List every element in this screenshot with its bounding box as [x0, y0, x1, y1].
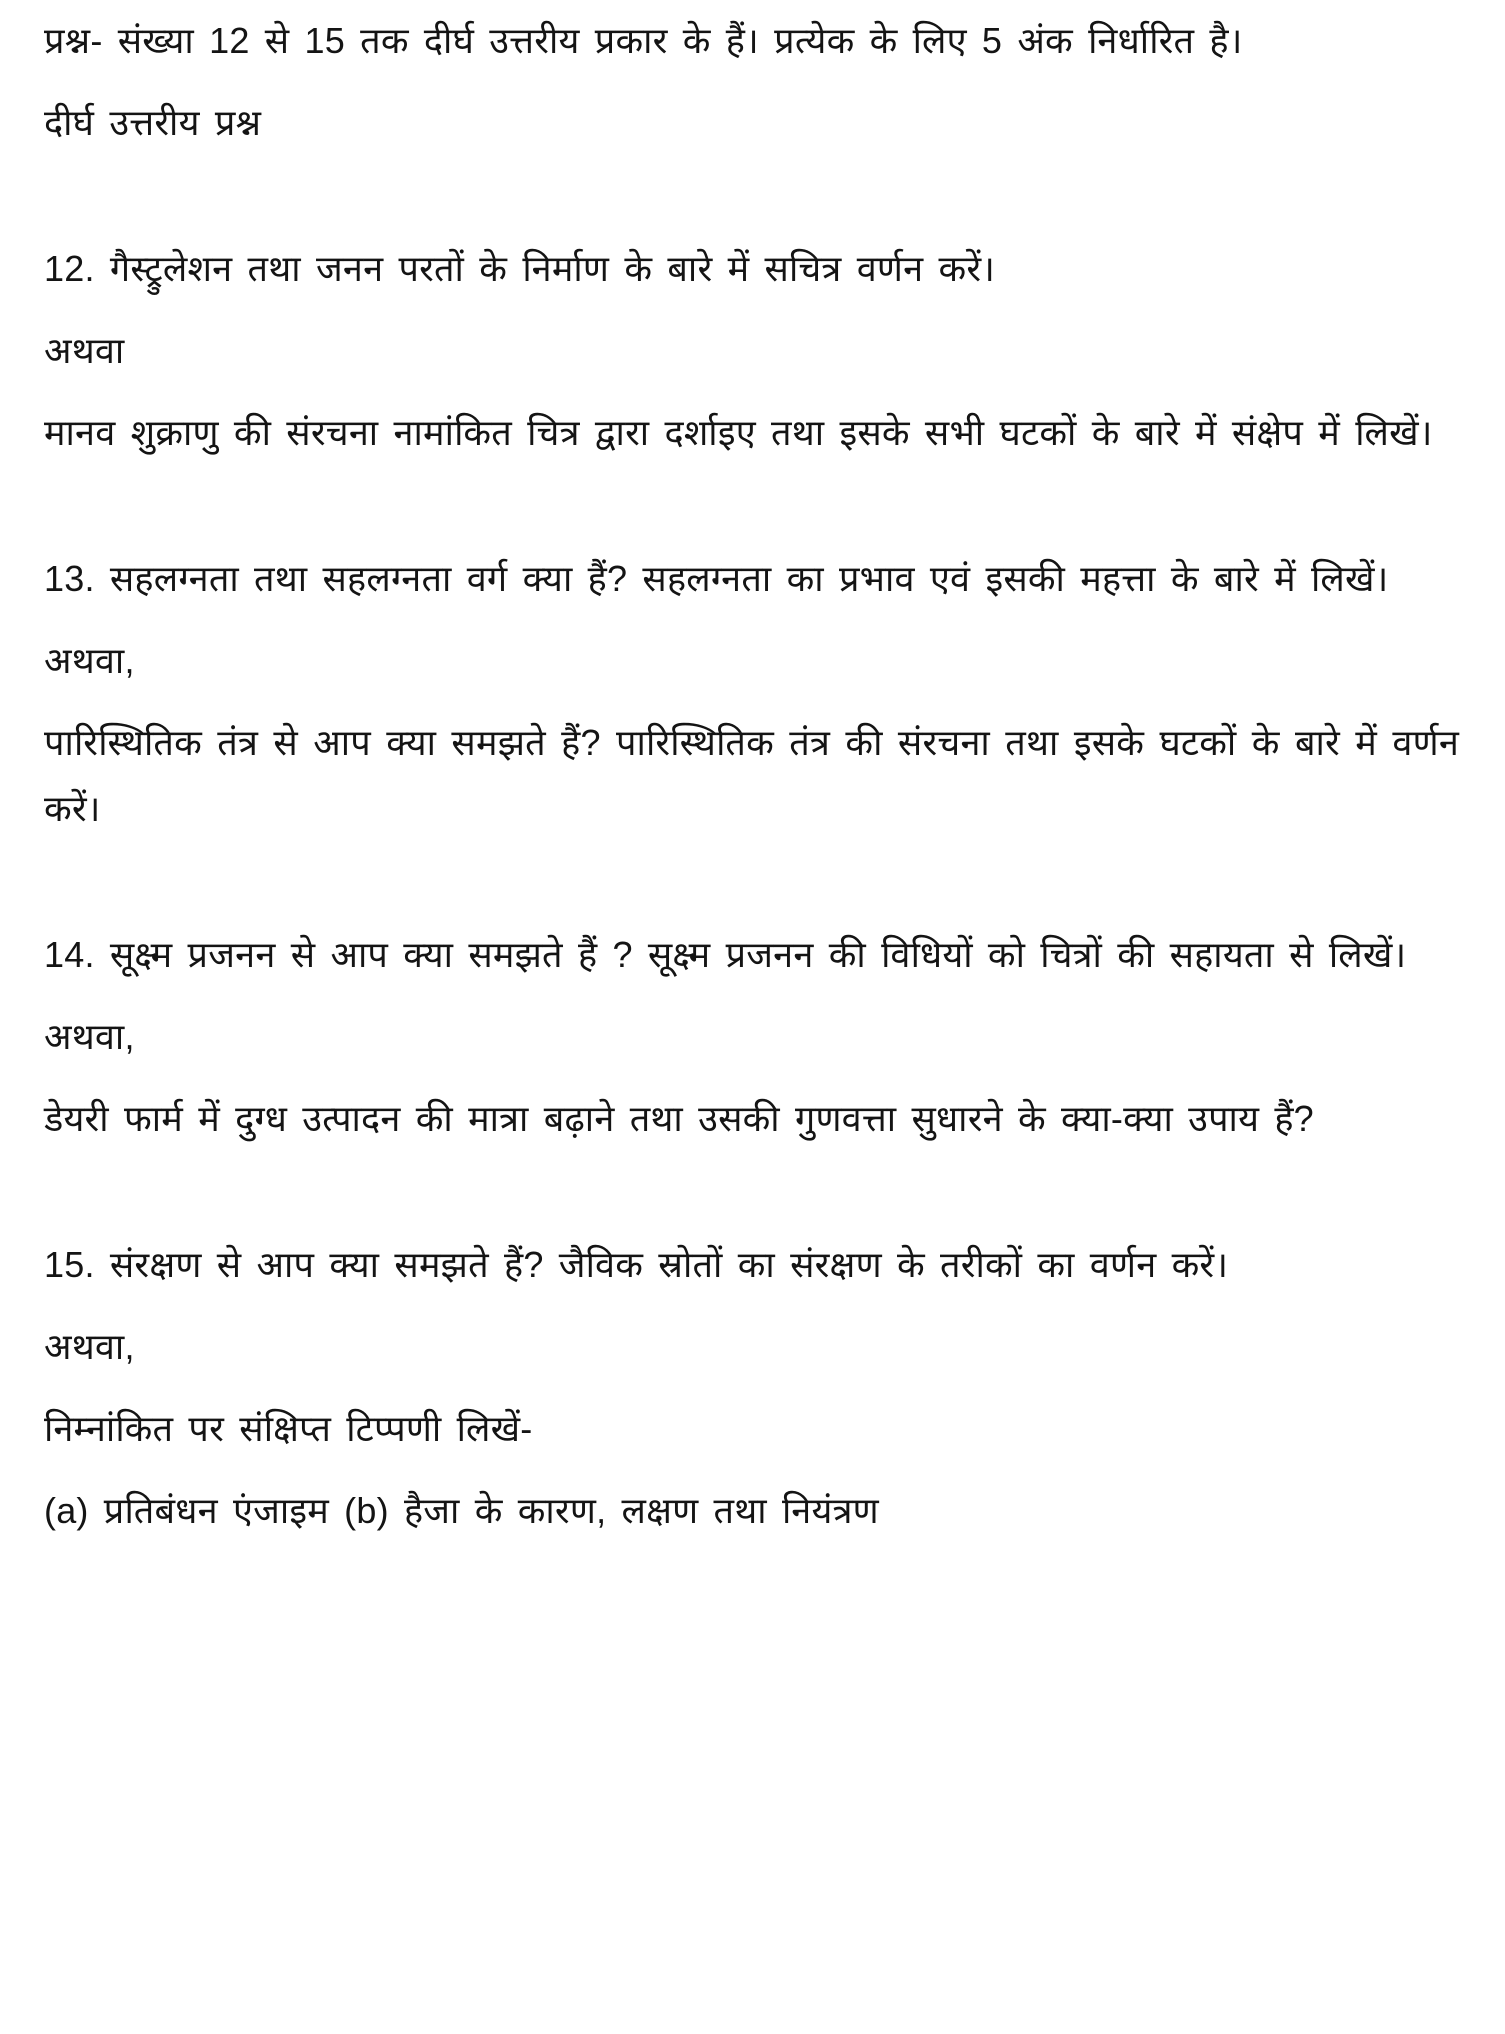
question-15-alternative: निम्नांकित पर संक्षिप्त टिप्पणी लिखें-	[44, 1408, 533, 1449]
question-12	[44, 236, 1459, 302]
question-12-number: 12.	[44, 248, 95, 289]
question-14-alternative: डेयरी फार्म में दुग्ध उत्पादन की मात्रा बढ़ाने तथा उसकी गुणवत्ता सुधारने के क्या-क्या उपाय हैं?	[44, 1098, 1314, 1139]
question-12-text: गैस्ट्रुलेशन तथा जनन परतों के निर्माण के बारे में सचित्र वर्णन करें।	[109, 248, 996, 289]
question-14-or-label: अथवा,	[44, 1016, 135, 1057]
question-15-alternative-items: (a) प्रतिबंधन एंजाइम (b) हैजा के कारण, लक्षण तथा नियंत्रण	[44, 1490, 879, 1531]
question-14-text: सूक्ष्म प्रजनन से आप क्या समझते हैं ? सूक्ष्म प्रजनन की विधियों को चित्रों की सहायता से लिखें।	[109, 934, 1407, 975]
question-15-text: संरक्षण से आप क्या समझते हैं? जैविक स्रोतों का संरक्षण के तरीकों का वर्णन करें।	[109, 1244, 1229, 1285]
question-12-alternative: मानव शुक्राणु की संरचना नामांकित चित्र द्वारा दर्शाइए तथा इसके सभी घटकों के बारे में संक्षेप में लिखें।	[44, 412, 1433, 453]
question-12-or-label: अथवा	[44, 330, 125, 371]
question-15-number: 15.	[44, 1244, 95, 1285]
question-15	[44, 1232, 1459, 1298]
question-14	[44, 922, 1459, 988]
question-13-text: सहलग्नता तथा सहलग्नता वर्ग क्या हैं? सहलग्नता का प्रभाव एवं इसकी महत्ता के बारे में लिखें।	[109, 558, 1389, 599]
question-13-or-label: अथवा,	[44, 640, 135, 681]
section-heading: दीर्घ उत्तरीय प्रश्न	[44, 102, 262, 143]
question-13-alternative: पारिस्थितिक तंत्र से आप क्या समझते हैं? पारिस्थितिक तंत्र की संरचना तथा इसके घटकों के बारे में वर्णन करें।	[44, 722, 1459, 829]
intro-note: प्रश्न- संख्या 12 से 15 तक दीर्घ उत्तरीय प्रकार के हैं। प्रत्येक के लिए 5 अंक निर्धारित है।	[44, 20, 1243, 61]
question-13	[44, 546, 1459, 612]
question-14-number: 14.	[44, 934, 95, 975]
question-15-or-label: अथवा,	[44, 1326, 135, 1367]
question-13-number: 13.	[44, 558, 95, 599]
